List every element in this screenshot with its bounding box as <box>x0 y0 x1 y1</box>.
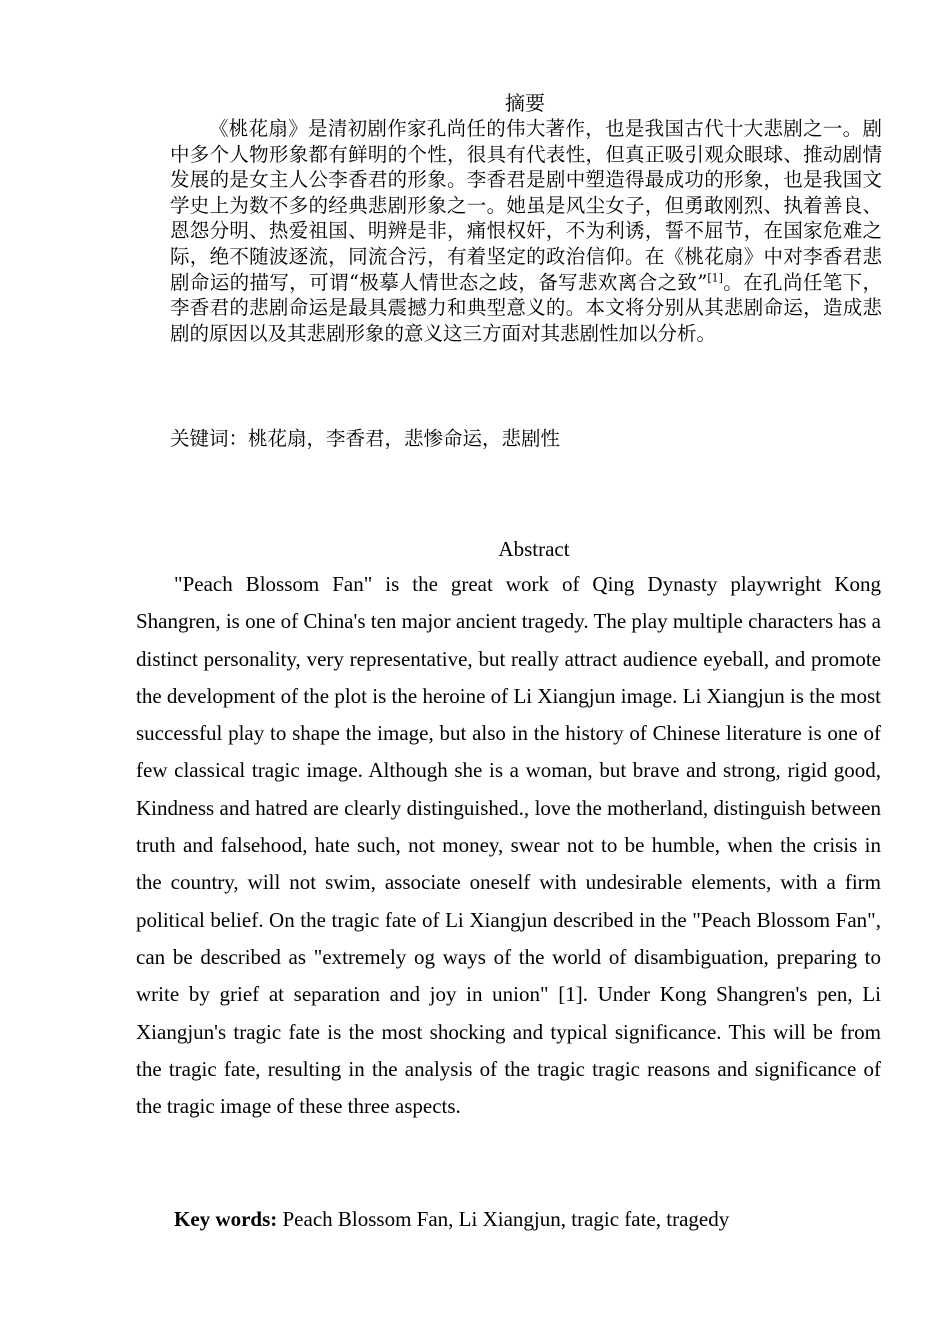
chinese-abstract-title: 摘要 <box>505 91 545 115</box>
chinese-keywords <box>170 426 882 452</box>
english-keywords-label: Key words: <box>174 1207 278 1231</box>
english-keywords <box>174 1205 882 1233</box>
english-abstract-body: "Peach Blossom Fan" is the great work of Qing Dynasty playwright Kong Shangren, is one of China's ten major ancient tragedy. The play multiple characters has a distinct personality, very representative, but really attract audience eyeball, and promote the development of the plot is the heroine of Li Xiangjun image. Li Xiangjun is the most successful play to shape the image, but also in the history of Chinese literature is one of few classical tragic image. Although she is a woman, but brave and strong, rigid good, Kindness and hatred are clearly distinguished., love the motherland, distinguish between truth and falsehood, hate such, not money, swear not to be humble, when the crisis in the country, will not swim, associate oneself with undesirable elements, with a firm political belief. On the tragic fate of Li Xiangjun described in the "Peach Blossom Fan", can be described as "extremely og ways of the world of disambiguation, preparing to write by grief at separation and joy in union" [1]. Under Kong Shangren's pen, Li Xiangjun's tragic fate is the most shocking and typical significance. This will be from the tragic fate, resulting in the analysis of the tragic tragic reasons and significance of the tragic image of these three aspects. <box>136 572 881 1119</box>
english-keywords-text: Peach Blossom Fan, Li Xiangjun, tragic fate, tragedy <box>277 1207 730 1231</box>
chinese-keywords-text: 桃花扇，李香君，悲惨命运，悲剧性 <box>248 427 561 450</box>
chinese-abstract-text-part1: 《桃花扇》是清初剧作家孔尚任的伟大著作，也是我国古代十大悲剧之一。剧中多个人物形象都有鲜明的个性，很具有代表性，但真正吸引观众眼球、推动剧情发展的是女主人公李香君的形象。李香君是剧中塑造得最成功的形象，也是我国文学史上为数不多的经典悲剧形象之一。她虽是风尘女子，但勇敢刚烈、执着善良、恩怨分明、热爱祖国、明辨是非，痛恨权奸，不为利诱，誓不屈节，在国家危难之际，绝不随波逐流，同流合污，有着坚定的政治信仰。在《桃花扇》中对李香君悲剧命运的描写，可谓“极摹人情世态之歧，备写悲欢离合之致” <box>170 117 882 294</box>
citation-marker: [1] <box>707 271 723 285</box>
chinese-abstract-body <box>170 116 882 346</box>
english-abstract-title: Abstract <box>498 537 570 561</box>
chinese-keywords-label: 关键词： <box>170 427 249 450</box>
chinese-abstract-text-part2: 。在孔尚任笔下，李香君的悲剧命运是最具震撼力和典型意义的。本文将分别从其悲剧命运，造成悲剧的原因以及其悲剧形象的意义这三方面对其悲剧性加以分析。 <box>170 270 882 345</box>
